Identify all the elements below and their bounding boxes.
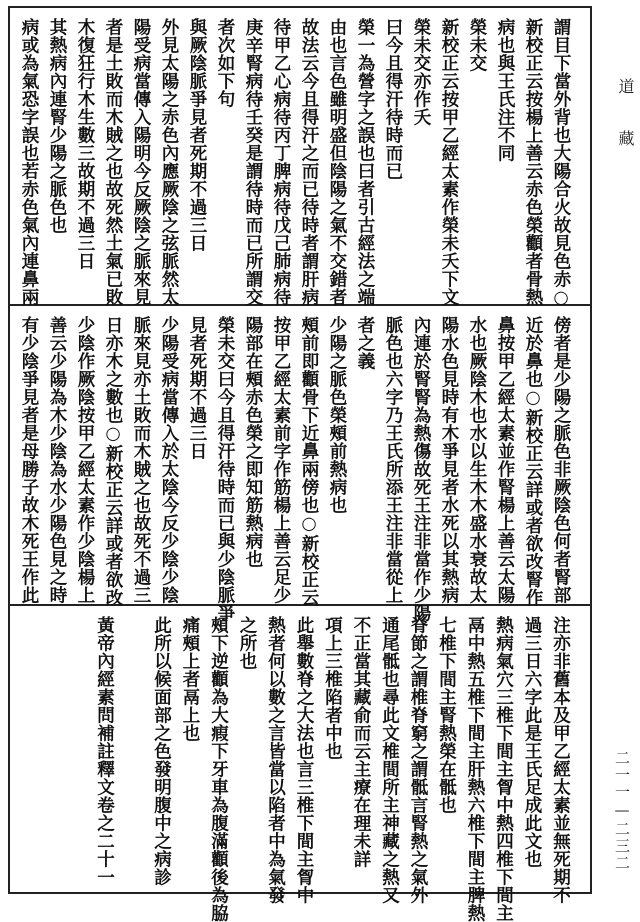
text-column: 通尾骶也尋此文椎間所主神藏之熱又 bbox=[379, 616, 400, 904]
text-column: 黃帝內經素問補註釋文卷之二十一 bbox=[94, 616, 115, 886]
text-column: 此所以候面部之色發明腹中之病診 bbox=[151, 616, 172, 886]
text-column: 傍者是少陽之脈色非厥陰色何者腎部 bbox=[551, 316, 571, 604]
text-column: 少陰作厥陰按甲乙經太素作少陰楊上 bbox=[75, 316, 95, 604]
text-column: 鬲中熱五椎下間主肝熱六椎下間主脾熱 bbox=[465, 616, 485, 922]
text-column: 其熱病內連腎少陽之脈色也 bbox=[47, 18, 67, 234]
text-column: 脈來見亦土敗而木賊之也故死不過三 bbox=[131, 316, 151, 604]
text-column: 曰今且得汗待時而已 bbox=[383, 18, 403, 180]
text-column: 頰前即顴骨下近鼻兩傍也○新校正云 bbox=[299, 316, 319, 607]
text-column: 注亦非舊本及甲乙經太素並無死期不 bbox=[550, 616, 571, 904]
margin-label-dao: 道 bbox=[616, 78, 635, 94]
text-column: 陽受病當傳入陽明今反厥陰之脈來見 bbox=[131, 18, 151, 306]
text-column: 七椎下間主腎熱榮在骶也 bbox=[436, 616, 457, 814]
text-column: 者是土敗而木賊之也故死然土氣已敗 bbox=[103, 18, 123, 306]
text-column: 少陽受病當傳入於太陰今反少陰少陰 bbox=[159, 316, 179, 604]
text-column: 鼻按甲乙經太素並作腎楊上善云太陽 bbox=[495, 316, 515, 604]
text-column: 脈色也六字乃王氏所添王注非當從上 bbox=[383, 316, 403, 604]
page-frame bbox=[8, 6, 592, 922]
text-column: 陽部在頰赤色榮之即知筋熱病也 bbox=[243, 316, 263, 568]
text-column: 頰下逆顴為大瘕下牙車為腹滿顴後為脇 bbox=[208, 616, 229, 922]
text-column: 見者死期不過三日 bbox=[187, 316, 207, 460]
text-column: 謂目下當外背也大陽合火故見色赤○ bbox=[551, 18, 571, 309]
text-column: 榮未交曰今且得汗待時而已與少陰脈爭 bbox=[215, 316, 235, 622]
text-column: 庚辛腎病待壬癸是謂待時而已所謂交 bbox=[243, 18, 263, 306]
text-column: 近於鼻也○新校正云詳或者欲改腎作 bbox=[523, 316, 543, 607]
section-top bbox=[10, 8, 590, 309]
text-column: 痛頰上者鬲上也 bbox=[180, 616, 200, 742]
text-column: 病或為氣恐字誤也若赤色氣內連鼻兩 bbox=[19, 18, 39, 306]
text-column: 新校正云按楊上善云赤色榮顴者骨熱 bbox=[523, 18, 543, 306]
text-column: 者之義 bbox=[355, 316, 375, 370]
text-column: 木復狂行木生數三故期不過三日 bbox=[75, 18, 95, 270]
text-column: 不正當其藏俞而云主療在理未詳 bbox=[351, 616, 371, 868]
text-column: 新校正云按甲乙經太素作榮未夭下文 bbox=[439, 18, 459, 306]
text-column: 少陽之脈色榮頰前熱病也 bbox=[327, 316, 347, 514]
text-column: 按甲乙經太素前字作筋楊上善云足少 bbox=[271, 316, 291, 604]
page-number: 二一一—二三二 bbox=[613, 750, 631, 872]
text-column: 由也言色雖明盛但陰陽之氣不交錯者 bbox=[327, 18, 347, 306]
text-column: 項上三椎陷者中也 bbox=[322, 616, 343, 760]
text-column: 脊節之謂椎脊窮之謂骶言腎熱之氣外 bbox=[408, 616, 428, 904]
text-column: 善云少陽為木少陰為水少陽色見之時 bbox=[47, 316, 67, 604]
text-column: 過三日六字此是王氏足成此文也 bbox=[522, 616, 542, 868]
text-column: 外見太陽之赤色內應厥陰之弦脈然太 bbox=[159, 18, 179, 306]
text-column: 之所也 bbox=[237, 616, 257, 670]
text-column: 熱者何以數之言皆當以陷者中為氣發 bbox=[265, 616, 286, 904]
section-bottom bbox=[10, 606, 590, 922]
text-column: 榮未交 bbox=[467, 18, 487, 72]
text-column: 此舉數脊之大法也言三椎下間主胷中 bbox=[294, 616, 314, 904]
text-column: 與厥陰脈爭見者死期不過三日 bbox=[187, 18, 207, 252]
text-column: 有少陰爭見者是母勝子故木死王作此 bbox=[19, 316, 39, 604]
text-column: 病也與王氏注不同 bbox=[495, 18, 515, 162]
text-column: 榮未交亦作夭 bbox=[411, 18, 431, 126]
text-column: 榮一為營字之誤也曰者引古經法之端 bbox=[355, 18, 375, 306]
text-column: 內連於腎腎為熱傷故死王注非當作少陽 bbox=[411, 316, 431, 622]
section-middle bbox=[10, 306, 590, 622]
text-column: 熱病氣穴三椎下間主胷中熱四椎下間主 bbox=[493, 616, 514, 922]
margin-label-zang: 藏 bbox=[616, 130, 635, 146]
text-column: 故法云今且得汗之而已待時者謂肝病 bbox=[299, 18, 319, 306]
text-column: 日亦木之數也○新校正云詳或者欲改 bbox=[103, 316, 123, 607]
text-column: 陽水色見時有木爭見者水死以其熱病 bbox=[439, 316, 459, 604]
text-column: 待甲乙心病待丙丁脾病待戊己肺病待 bbox=[271, 18, 291, 306]
text-column: 水也厥陰木也水以生木木盛水衰故太 bbox=[467, 316, 487, 604]
text-column: 者次如下句 bbox=[215, 18, 235, 108]
